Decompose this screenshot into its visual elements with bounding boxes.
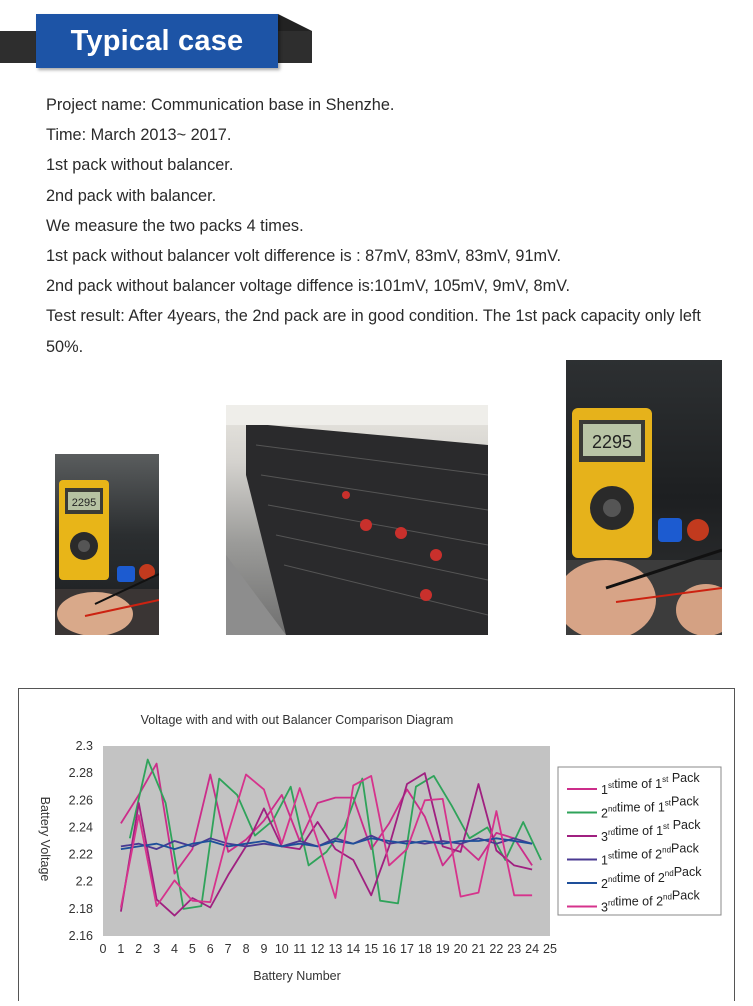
y-tick-label: 2.3 <box>75 739 93 753</box>
legend-entry-3: 3rdtime of 1st Pack <box>601 818 701 844</box>
x-tick-label: 12 <box>310 942 325 956</box>
y-tick-label: 2.22 <box>68 847 93 862</box>
x-tick-label: 11 <box>293 942 307 956</box>
y-tick-label: 2.28 <box>68 766 93 781</box>
x-tick-label: 3 <box>153 942 161 956</box>
header-fold <box>278 14 312 31</box>
x-tick-label: 18 <box>417 942 432 956</box>
x-tick-label: 0 <box>99 942 107 956</box>
line-first-diff: 1st pack without balancer volt difference is : 87mV, 83mV, 83mV, 91mV. <box>46 247 561 266</box>
x-axis-ticks <box>100 942 557 956</box>
multimeter-illustration-large <box>566 360 722 635</box>
page-title: Typical case <box>70 25 244 57</box>
x-tick-label: 10 <box>274 942 289 956</box>
battery-packs-photo <box>226 405 488 635</box>
x-tick-label: 7 <box>224 942 232 956</box>
x-tick-label: 21 <box>471 942 486 956</box>
y-tick-label: 2.2 <box>75 874 93 889</box>
line-measure: We measure the two packs 4 times. <box>46 216 304 235</box>
multimeter-reading-large: 2295 <box>591 432 633 452</box>
x-tick-label: 6 <box>206 942 214 956</box>
line-second-diff: 2nd pack without balancer voltage diffence is:101mV, 105mV, 9mV, 8mV. <box>46 277 571 296</box>
line-first-pack: 1st pack without balancer. <box>46 156 234 175</box>
x-tick-label: 14 <box>346 942 361 956</box>
line-second-pack: 2nd pack with balancer. <box>46 186 217 205</box>
x-tick-label: 16 <box>382 942 397 956</box>
x-tick-label: 4 <box>171 942 178 956</box>
battery-rack-illustration <box>226 405 488 635</box>
x-tick-label: 20 <box>453 942 468 956</box>
x-tick-label: 1 <box>117 942 125 956</box>
x-tick-label: 15 <box>364 942 379 956</box>
line-test-result: Test result: After 4years, the 2nd pack are in good condition. The 1st pack capacity only left 50%. <box>46 307 701 356</box>
chart-title: Voltage with and with out Balancer Comparison Diagram <box>140 713 454 727</box>
legend-entry-5: 2ndtime of 2ndPack <box>601 865 702 891</box>
legend-entry-4: 1sttime of 2ndPack <box>601 841 699 868</box>
x-tick-label: 17 <box>400 942 414 956</box>
header-tab <box>36 14 278 68</box>
project-description <box>46 90 736 362</box>
y-tick-label: 2.26 <box>68 793 93 808</box>
legend-entry-1: 1sttime of 1st Pack <box>601 771 700 797</box>
multimeter-photo-small <box>55 454 159 635</box>
y-axis-ticks <box>69 739 93 943</box>
y-tick-label: 2.24 <box>68 820 93 835</box>
x-tick-label: 9 <box>260 942 268 956</box>
multimeter-photo-large <box>566 360 722 635</box>
comparison-chart-frame <box>18 688 735 1001</box>
x-tick-label: 23 <box>507 942 522 956</box>
line-project-name: Project name: Communication base in Shenzhe. <box>46 96 395 114</box>
x-tick-label: 25 <box>543 942 557 956</box>
x-tick-label: 13 <box>328 942 343 956</box>
x-tick-label: 22 <box>489 942 504 956</box>
y-tick-label: 2.16 <box>68 929 93 943</box>
y-axis-label: Battery Voltage <box>38 796 52 882</box>
x-tick-label: 5 <box>188 942 196 956</box>
x-tick-label: 24 <box>525 942 540 956</box>
line-time: Time: March 2013~ 2017. <box>46 126 232 145</box>
legend-entry-2: 2ndtime of 1stPack <box>601 794 699 821</box>
y-tick-label: 2.18 <box>68 901 93 916</box>
legend-entry-6: 3rdtime of 2ndPack <box>601 888 700 915</box>
x-axis-label: Battery Number <box>253 969 341 983</box>
x-tick-label: 19 <box>435 942 450 956</box>
multimeter-illustration-small <box>55 454 159 635</box>
comparison-chart <box>19 689 734 1001</box>
x-tick-label: 8 <box>242 942 250 956</box>
multimeter-reading-small: 2295 <box>71 497 97 509</box>
x-tick-label: 2 <box>135 942 143 956</box>
